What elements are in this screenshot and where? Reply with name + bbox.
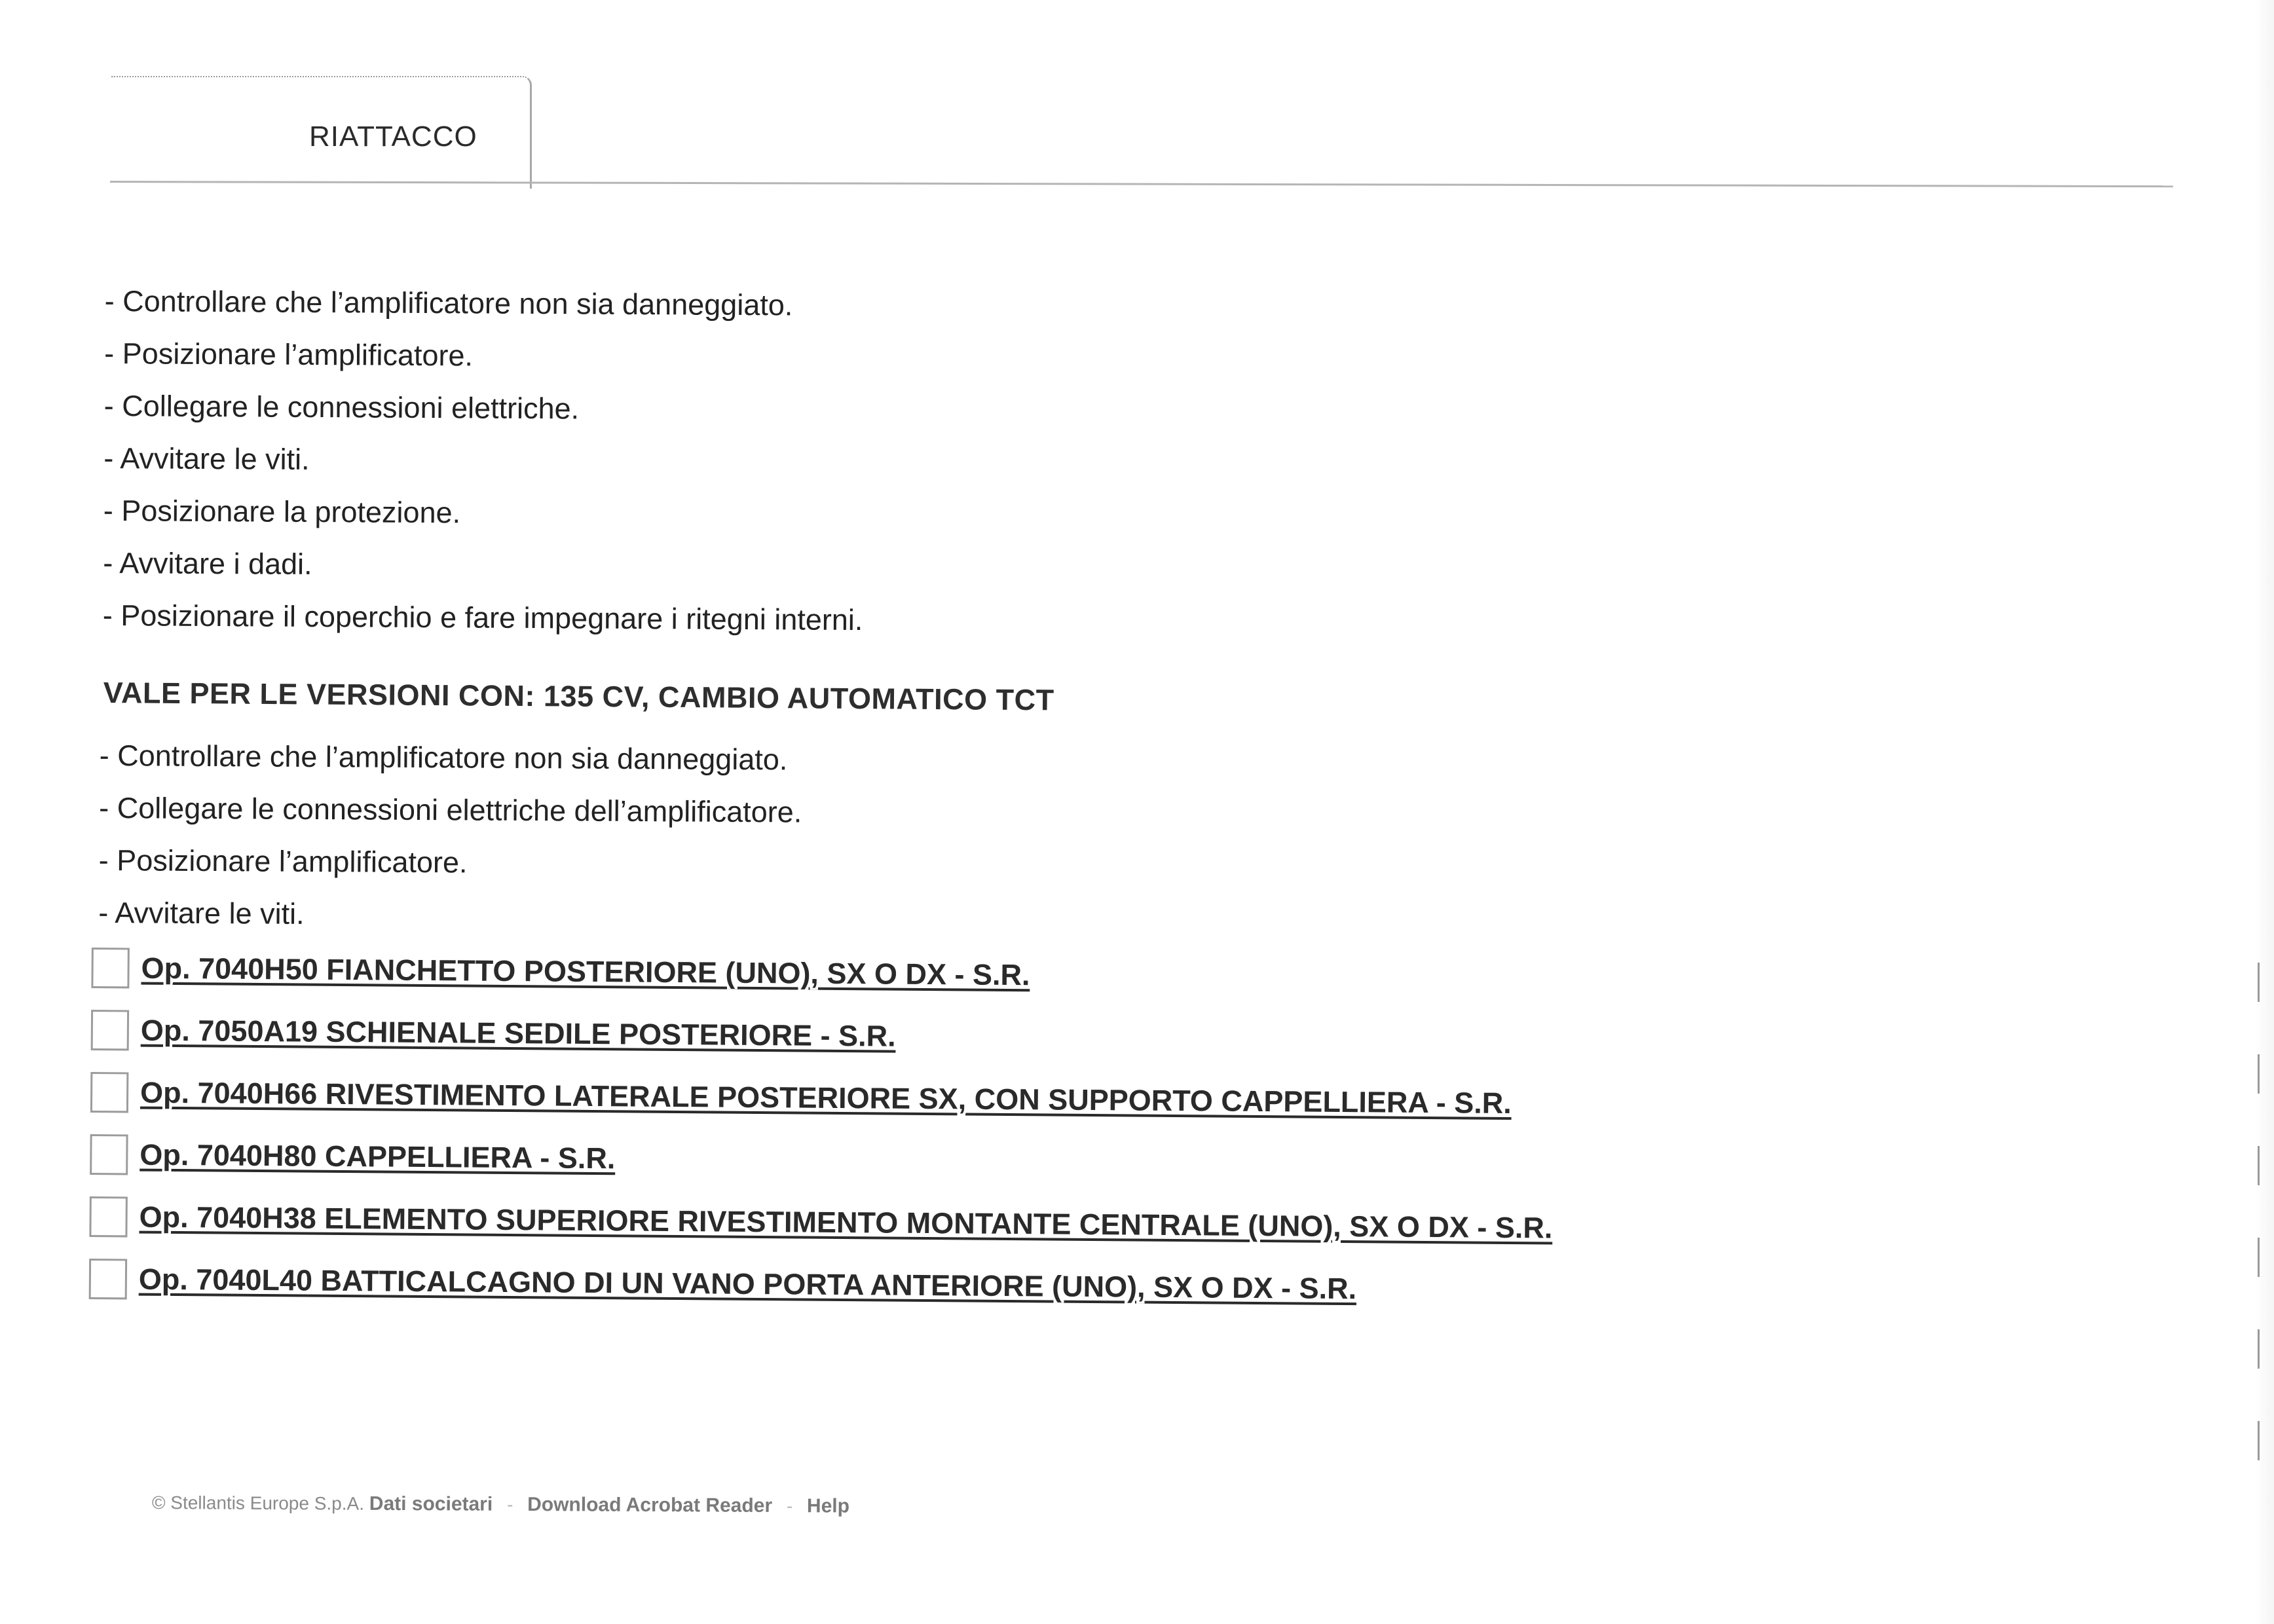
step-item: - Posizionare l’amplificatore. (104, 336, 474, 373)
step-item: - Collegare le connessioni elettriche. (103, 388, 580, 426)
copyright-text: © Stellantis Europe S.p.A. (151, 1492, 365, 1514)
operation-checkbox[interactable] (90, 1134, 128, 1174)
step-item: - Posizionare la protezione. (103, 493, 461, 530)
operation-checkbox[interactable] (91, 947, 129, 987)
footer-separator: - (506, 1494, 513, 1515)
download-acrobat-link[interactable]: Download Acrobat Reader (527, 1494, 773, 1517)
operation-checkbox[interactable] (89, 1196, 127, 1236)
section-step-item: - Controllare che l’amplificatore non sia danneggiato. (99, 738, 788, 777)
operation-link[interactable]: Op. 7040H80 CAPPELLIERA - S.R. (140, 1137, 616, 1175)
page-footer (152, 1492, 849, 1518)
section-step-item: - Avvitare le viti. (98, 895, 305, 931)
step-list (103, 275, 2135, 654)
help-link[interactable]: Help (806, 1495, 850, 1517)
step-item: - Controllare che l’amplificatore non sia danneggiato. (104, 284, 793, 322)
operation-checkbox[interactable] (89, 1258, 127, 1299)
section-title: VALE PER LE VERSIONI CON: 135 CV, CAMBIO AUTOMATICO TCT (103, 676, 1054, 717)
step-item: - Avvitare le viti. (103, 441, 310, 476)
operation-link[interactable]: Op. 7040H50 FIANCHETTO POSTERIORE (UNO), SX O DX - S.R. (141, 951, 1030, 991)
footer-separator: - (786, 1496, 793, 1517)
operation-checkbox[interactable] (91, 1009, 129, 1050)
step-item: - Posizionare il coperchio e fare impegnare i ritegni interni. (102, 598, 863, 637)
section-step-list (98, 729, 2130, 951)
scan-margin-marks (2258, 963, 2260, 1473)
operation-list (89, 936, 2188, 1326)
operation-link[interactable]: Op. 7040L40 BATTICALCAGNO DI UN VANO PORTA ANTERIORE (UNO), SX O DX - S.R. (138, 1262, 1357, 1305)
tab-label: RIATTACCO (309, 120, 477, 153)
operation-link[interactable]: Op. 7050A19 SCHIENALE SEDILE POSTERIORE - S.R. (140, 1013, 896, 1053)
section-step-item: - Posizionare l’amplificatore. (98, 843, 468, 879)
operation-link[interactable]: Op. 7040H38 ELEMENTO SUPERIORE RIVESTIMENTO MONTANTE CENTRALE (UNO), SX O DX - S.R. (139, 1200, 1553, 1245)
section-step-item: - Collegare le connessioni elettriche dell’amplificatore. (99, 790, 802, 829)
company-data-link[interactable]: Dati societari (369, 1492, 493, 1515)
step-item: - Avvitare i dadi. (103, 545, 312, 581)
operation-checkbox[interactable] (90, 1071, 128, 1112)
operation-link[interactable]: Op. 7040H66 RIVESTIMENTO LATERALE POSTERIORE SX, CON SUPPORTO CAPPELLIERA - S.R. (140, 1075, 1512, 1120)
